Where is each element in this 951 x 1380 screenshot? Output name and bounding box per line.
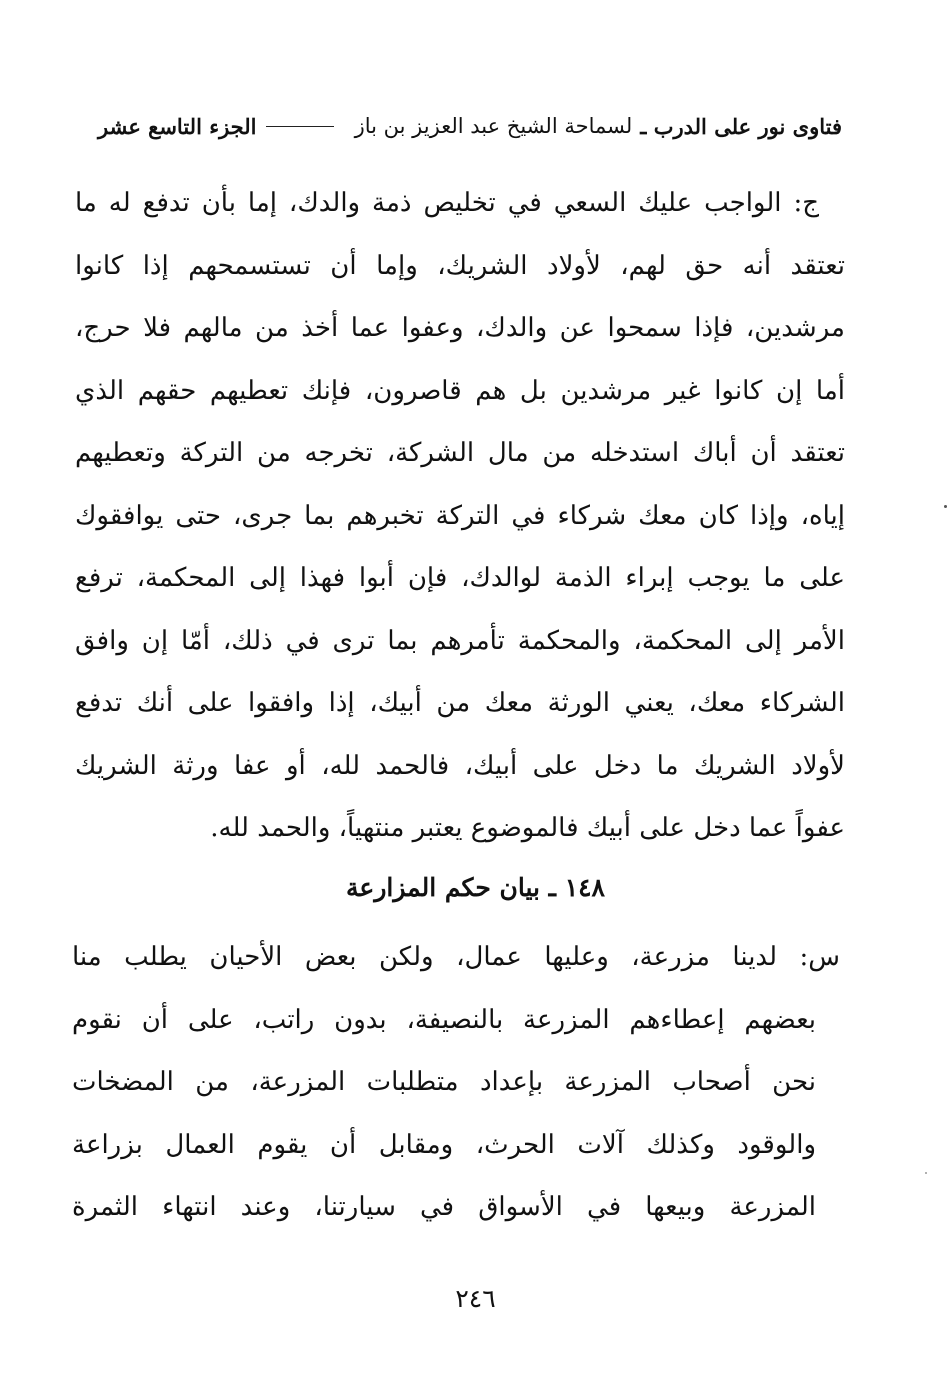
question-line: المزرعة وبيعها في الأسواق في سيارتنا، وعند انتهاء الثمرة [72, 1192, 816, 1222]
answer-line: تعتقد أن أباك استدخله من مال الشركة، تخرجه من التركة وتعطيهم [75, 438, 845, 468]
question-line: س: لدينا مزرعة، وعليها عمال، ولكن بعض الأحيان يطلب منا [72, 942, 840, 972]
answer-line: الأمر إلى المحكمة، والمحكمة تأمرهم بما ترى في ذلك، أمّا إن وافق [75, 625, 845, 656]
author-name: لسماحة الشيخ عبد العزيز بن باز [354, 114, 633, 138]
answer-line: مرشدين، فإذا سمحوا عن والدك، وعفوا عما أخذ من مالهم فلا حرج، [75, 313, 845, 343]
series-title: فتاوى نور على الدرب ـ [640, 113, 842, 139]
question-line: بعضهم إعطاءهم المزرعة بالنصيفة، بدون راتب، على أن نقوم [72, 1004, 816, 1035]
answer-line: إياه، وإذا كان معك شركاء في التركة تخبرهم بما جرى، حتى يوافقوك [75, 500, 845, 531]
answer-line: لأولاد الشريك ما دخل على أبيك، فالحمد لله، أو عفا ورثة الشريك [75, 750, 845, 781]
volume-label: الجزء التاسع عشر [98, 113, 257, 139]
question-line: والوقود وكذلك آلات الحرث، ومقابل أن يقوم العمال بزراعة [72, 1129, 816, 1160]
answer-line: عفواً عما دخل على أبيك فالموضوع يعتبر منتهياً، والحمد لله. [210, 813, 845, 843]
page-number: ٢٤٦ [455, 1284, 496, 1313]
header-rule [266, 126, 334, 127]
question-line: نحن أصحاب المزرعة بإعداد متطلبات المزرعة، من المضخات [72, 1067, 816, 1097]
answer-paragraph [75, 172, 845, 860]
answer-line: على ما يوجب إبراء الذمة لوالدك، فإن أبوا فهذا إلى المحكمة، ترفع [75, 563, 845, 593]
scan-speck [944, 505, 947, 508]
answer-line: ج: الواجب عليك السعي في تخليص ذمة والدك، إما بأن تدفع له ما [75, 188, 819, 218]
answer-line: الشركاء معك، يعني الورثة معك من أبيك، إذا وافقوا على أنك تدفع [75, 688, 845, 718]
answer-line: تعتقد أنه حق لهم، لأولاد الشريك، وإما أن تستسمحهم إذا كانوا [75, 250, 845, 281]
answer-line: أما إن كانوا غير مرشدين بل هم قاصرون، فإنك تعطيهم حقهم الذي [75, 375, 845, 406]
question-paragraph [72, 926, 840, 1239]
scan-speck [925, 1172, 927, 1174]
section-heading: ١٤٨ ـ بيان حكم المزارعة [346, 873, 605, 902]
running-header [98, 108, 842, 144]
